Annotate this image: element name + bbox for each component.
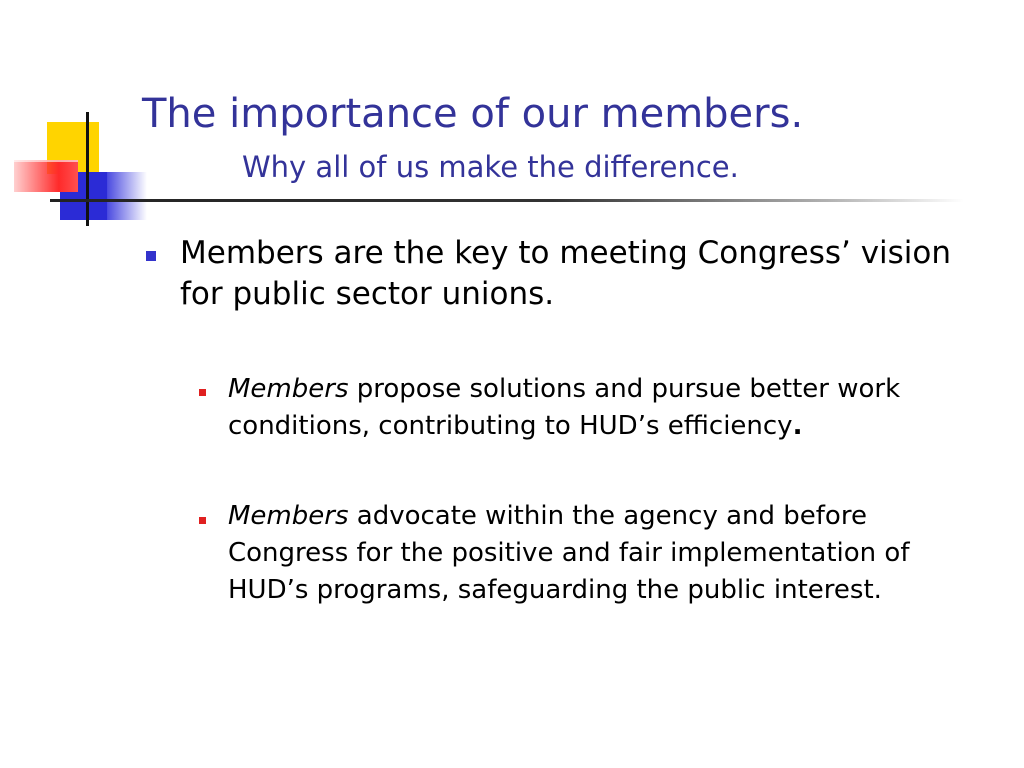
- bullet-text: propose solutions and pursue better work conditions, contributing to HUD’s efficiency: [228, 374, 901, 441]
- logo-vertical-line: [86, 112, 89, 226]
- overlapping-squares-logo: [0, 0, 160, 240]
- slide-title: The importance of our members.: [142, 91, 804, 137]
- bullet-item-2: [228, 371, 988, 445]
- bullet-item-1: Members are the key to meeting Congress’ vision for public sector unions.: [180, 235, 952, 312]
- bullet-emphasis: Members: [228, 501, 349, 531]
- square-bullet-icon: [199, 517, 206, 524]
- title-divider: [50, 199, 964, 202]
- slide-subtitle: Why all of us make the difference.: [242, 150, 739, 184]
- logo-blue-fade: [107, 172, 147, 220]
- square-bullet-icon: [146, 251, 156, 261]
- bullet-emphasis: Members: [228, 374, 349, 404]
- square-bullet-icon: [199, 389, 206, 396]
- bullet-text: advocate within the agency and before Congress for the positive and fair implementation of HUD’s programs, safeguarding the public interest.: [228, 501, 910, 605]
- bullet-item-3: [228, 498, 988, 609]
- bullet-end-mark: .: [792, 411, 803, 441]
- logo-red-bar: [14, 160, 78, 192]
